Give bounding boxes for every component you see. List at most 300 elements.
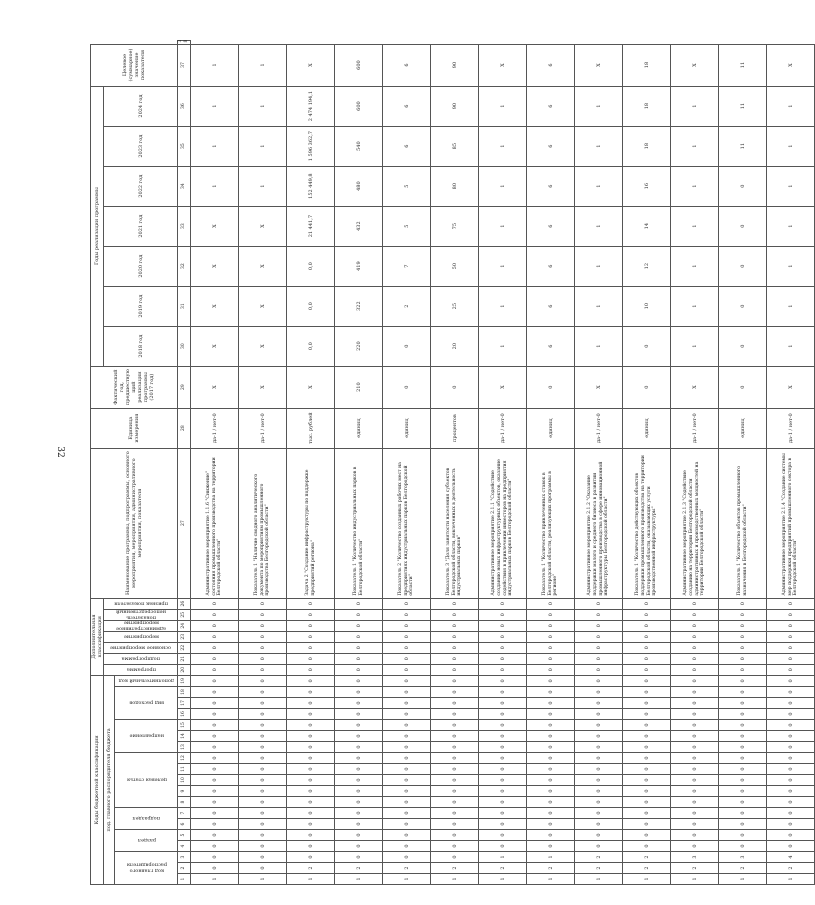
add-class-col-header: программа	[104, 664, 178, 675]
code-cell: 0	[383, 698, 431, 709]
code-cell: 0	[191, 742, 239, 753]
code-cell: 0	[719, 775, 767, 786]
code-cell: 0	[527, 819, 575, 830]
indicator-name: Показатель 1 "Количество объектов промышленного назначения в Белгородской области"	[719, 448, 767, 598]
code-cell: 0	[671, 709, 719, 720]
code-cell: 0	[287, 753, 335, 764]
code-cell: 0	[671, 620, 719, 631]
name-column-header: Наименование программы, подпрограммы, основного мероприятия, мероприятия, административного мероприятия, показателя	[91, 448, 178, 598]
code-cell: 2	[383, 863, 431, 874]
column-number: 30	[178, 326, 191, 366]
column-number: 20	[178, 664, 191, 675]
code-cell: 0	[671, 664, 719, 675]
code-cell: 0	[287, 609, 335, 620]
code-cell: 0	[575, 731, 623, 742]
code-cell: 0	[623, 609, 671, 620]
code-cell: 0	[479, 675, 527, 686]
code-cell: 3	[671, 852, 719, 863]
final-value: X	[671, 44, 719, 86]
code-cell: 0	[335, 764, 383, 775]
base-year-value: 0	[719, 366, 767, 408]
code-cell: 0	[623, 620, 671, 631]
base-year-value: X	[671, 366, 719, 408]
code-cell: 0	[623, 797, 671, 808]
code-cell: 0	[527, 609, 575, 620]
year-value: 6	[527, 206, 575, 246]
code-cell: 0	[479, 819, 527, 830]
code-cell: 0	[239, 819, 287, 830]
year-value: 12	[623, 246, 671, 286]
code-cell: 0	[767, 720, 815, 731]
code-cell: 0	[623, 786, 671, 797]
code-cell: 0	[239, 731, 287, 742]
code-cell: 0	[575, 709, 623, 720]
add-class-col-header: показатель непосредственный	[104, 609, 178, 620]
code-cell: 0	[623, 664, 671, 675]
code-cell: 0	[335, 675, 383, 686]
code-cell: 0	[383, 653, 431, 664]
unit-cell: да-1 / нет-0	[671, 408, 719, 448]
code-cell: 0	[383, 731, 431, 742]
year-value: 1	[479, 166, 527, 206]
code-cell: 0	[335, 841, 383, 852]
code-cell: 0	[575, 764, 623, 775]
code-cell: 0	[479, 653, 527, 664]
column-number: 15	[178, 720, 191, 731]
year-value: 14	[623, 206, 671, 246]
code-cell: 0	[335, 598, 383, 609]
code-cell: 0	[335, 631, 383, 642]
base-year-value: 0	[383, 366, 431, 408]
base-year-value: X	[191, 366, 239, 408]
year-value: 1	[479, 246, 527, 286]
final-value: 6	[527, 44, 575, 86]
table-row	[479, 41, 527, 885]
column-number: 27	[178, 448, 191, 598]
year-value: 85	[431, 126, 479, 166]
add-class-col-header: административное мероприятие	[104, 620, 178, 631]
code-cell: 4	[767, 852, 815, 863]
final-value: 90	[431, 44, 479, 86]
code-cell: 1	[479, 874, 527, 885]
year-value: 50	[431, 246, 479, 286]
code-cell: 0	[527, 698, 575, 709]
year-value: 5	[383, 206, 431, 246]
code-cell: 0	[431, 620, 479, 631]
table-row	[335, 41, 383, 885]
code-cell: 0	[527, 642, 575, 653]
code-cell: 0	[767, 742, 815, 753]
code-cell: 0	[767, 775, 815, 786]
code-cell: 0	[671, 786, 719, 797]
code-col-header: целевая статья	[115, 753, 178, 808]
code-cell: 0	[191, 642, 239, 653]
indicator-name: Административное мероприятие 2.1.3 "Содействие созданию на территории Белгородской области административных и производственных мощностей на территории Белгородской области"	[671, 448, 719, 598]
code-cell: 0	[479, 664, 527, 675]
code-cell: 0	[575, 620, 623, 631]
year-value: 11	[719, 86, 767, 126]
base-year-value: X	[479, 366, 527, 408]
column-number: 1	[178, 874, 191, 885]
code-cell: 0	[431, 753, 479, 764]
year-value: 0	[719, 166, 767, 206]
code-cell: 0	[527, 675, 575, 686]
code-cell: 0	[239, 764, 287, 775]
code-cell: 0	[623, 764, 671, 775]
code-cell: 0	[287, 642, 335, 653]
year-value: 0,0	[287, 326, 335, 366]
indicator-name: Административное мероприятие 2.1.2 "Оказание поддержки малого и среднего бизнеса в развитии промышленного производства в сфере инновационной инфраструктуры Белгородской области"	[575, 448, 623, 598]
code-cell: 2	[287, 863, 335, 874]
column-number: 14	[178, 731, 191, 742]
code-cell: 0	[719, 753, 767, 764]
code-cell: 0	[239, 863, 287, 874]
code-cell: 0	[191, 819, 239, 830]
code-cell: 0	[719, 841, 767, 852]
code-cell: 0	[623, 731, 671, 742]
column-number: 34	[178, 166, 191, 206]
code-col-header: раздел	[115, 830, 178, 852]
year-value: 1	[479, 326, 527, 366]
column-number: 17	[178, 698, 191, 709]
code-cell: 2	[479, 863, 527, 874]
table-row	[719, 41, 767, 885]
code-cell: 0	[527, 753, 575, 764]
final-value: 600	[335, 44, 383, 86]
year-value: X	[239, 206, 287, 246]
table-row	[527, 41, 575, 885]
year-value: 432	[335, 206, 383, 246]
year-value: 1	[239, 86, 287, 126]
code-cell: 0	[335, 642, 383, 653]
column-number: 23	[178, 631, 191, 642]
year-value: 1	[575, 86, 623, 126]
code-cell: 1	[767, 874, 815, 885]
code-cell: 0	[431, 687, 479, 698]
code-cell: 0	[527, 830, 575, 841]
code-cell: 0	[527, 742, 575, 753]
year-value: 1	[671, 206, 719, 246]
unit-cell: единиц	[719, 408, 767, 448]
year-value: 0,0	[287, 286, 335, 326]
code-cell: 0	[767, 675, 815, 686]
column-number: 35	[178, 126, 191, 166]
code-cell: 0	[719, 720, 767, 731]
add-class-col-header: основное мероприятие	[104, 642, 178, 653]
code-cell: 0	[527, 687, 575, 698]
code-cell: 0	[767, 841, 815, 852]
code-cell: 0	[239, 775, 287, 786]
code-cell: 0	[575, 631, 623, 642]
year-value: 0,0	[287, 246, 335, 286]
year-value: 1	[671, 246, 719, 286]
unit-cell: единиц	[335, 408, 383, 448]
add-class-col-header: подпрограмма	[104, 653, 178, 664]
column-number: 8	[178, 797, 191, 808]
unit-cell: да-1 / нет-0	[191, 408, 239, 448]
final-value: X	[575, 44, 623, 86]
code-cell: 0	[191, 687, 239, 698]
code-cell: 0	[719, 631, 767, 642]
code-cell: 0	[767, 620, 815, 631]
column-number: 38	[178, 39, 189, 43]
code-cell: 1	[431, 874, 479, 885]
base-year-column-header: Фактический год, предшествующий реализации программы (2017 год)	[91, 366, 178, 408]
code-cell: 0	[671, 742, 719, 753]
code-cell: 0	[479, 775, 527, 786]
column-number: 3	[178, 852, 191, 863]
code-cell: 2	[767, 863, 815, 874]
code-cell: 0	[767, 609, 815, 620]
code-cell: 0	[287, 675, 335, 686]
year-value: 152 449,8	[287, 166, 335, 206]
code-cell: 0	[239, 720, 287, 731]
column-number: 32	[178, 246, 191, 286]
year-value: 1	[671, 286, 719, 326]
code-cell: 0	[479, 631, 527, 642]
column-number: 29	[178, 366, 191, 408]
code-cell: 0	[671, 631, 719, 642]
final-value: 6	[383, 44, 431, 86]
code-cell: 0	[719, 786, 767, 797]
code-cell: 0	[335, 709, 383, 720]
column-number: 16	[178, 709, 191, 720]
unit-cell: процентов	[431, 408, 479, 448]
code-cell: 0	[383, 797, 431, 808]
code-cell: 0	[719, 620, 767, 631]
year-value: 1 596 362,7	[287, 126, 335, 166]
year-value: 1	[671, 86, 719, 126]
code-cell: 0	[191, 775, 239, 786]
code-cell: 0	[431, 609, 479, 620]
year-value: 0	[623, 326, 671, 366]
indicator-name: Показатель 1 "Количество индустриальных парков в Белгородской области"	[335, 448, 383, 598]
code-cell: 0	[335, 742, 383, 753]
unit-cell: да-1 / нет-0	[239, 408, 287, 448]
code-cell: 0	[287, 698, 335, 709]
final-value: X	[767, 44, 815, 86]
add-class-col-header: мероприятие	[104, 631, 178, 642]
code-cell: 0	[287, 819, 335, 830]
code-cell: 0	[431, 598, 479, 609]
code-cell: 1	[479, 852, 527, 863]
code-cell: 0	[575, 653, 623, 664]
code-cell: 0	[527, 664, 575, 675]
table-row	[239, 41, 287, 885]
year-value: 1	[767, 326, 815, 366]
budget-codes-subheader: под. главного распорядителя бюджета	[104, 675, 115, 884]
code-cell: 0	[287, 598, 335, 609]
code-cell: 0	[191, 620, 239, 631]
year-value: 480	[335, 166, 383, 206]
code-cell: 0	[239, 786, 287, 797]
code-cell: 2	[575, 852, 623, 863]
code-cell: 0	[623, 808, 671, 819]
code-cell: 0	[719, 797, 767, 808]
code-cell: 0	[719, 653, 767, 664]
column-number: 9	[178, 786, 191, 797]
code-cell: 0	[479, 698, 527, 709]
indicator-name: Показатель 1 "Наличие сводного аналитического документа по мероприятиям промышленного производства Белгородской области"	[239, 448, 287, 598]
year-value: 1	[239, 126, 287, 166]
code-cell: 0	[431, 709, 479, 720]
indicator-name: Задача 2 "Создание инфраструктуры по поддержке предприятий региона"	[287, 448, 335, 598]
code-cell: 0	[479, 720, 527, 731]
year-value: 6	[383, 86, 431, 126]
year-value: 1	[767, 286, 815, 326]
table-row	[431, 41, 479, 885]
code-cell: 0	[191, 698, 239, 709]
code-cell: 0	[623, 720, 671, 731]
code-cell: 0	[191, 808, 239, 819]
year-value: 600	[335, 86, 383, 126]
code-cell: 1	[623, 874, 671, 885]
year-value: 1	[575, 286, 623, 326]
code-cell: 0	[623, 653, 671, 664]
code-cell: 0	[191, 797, 239, 808]
code-cell: 0	[383, 720, 431, 731]
code-cell: 0	[575, 742, 623, 753]
code-cell: 0	[287, 709, 335, 720]
code-cell: 0	[431, 742, 479, 753]
year-value: 1	[671, 126, 719, 166]
code-cell: 0	[287, 852, 335, 863]
code-cell: 0	[767, 631, 815, 642]
unit-cell: да-1 / нет-0	[479, 408, 527, 448]
year-value: 1	[191, 126, 239, 166]
unit-cell: единиц	[527, 408, 575, 448]
code-cell: 0	[383, 598, 431, 609]
code-cell: 0	[287, 720, 335, 731]
code-cell: 0	[191, 609, 239, 620]
code-cell: 0	[623, 598, 671, 609]
column-number: 7	[178, 808, 191, 819]
table-row	[383, 41, 431, 885]
code-cell: 0	[335, 687, 383, 698]
code-cell: 0	[527, 808, 575, 819]
unit-column-header: Единица измерения	[91, 408, 178, 448]
code-cell: 0	[479, 709, 527, 720]
code-cell: 0	[719, 808, 767, 819]
code-cell: 0	[191, 675, 239, 686]
column-number: 31	[178, 286, 191, 326]
code-cell: 0	[719, 642, 767, 653]
code-cell: 0	[671, 830, 719, 841]
final-value: 18	[623, 44, 671, 86]
code-cell: 0	[767, 797, 815, 808]
code-cell: 0	[575, 841, 623, 852]
year-value: 1	[575, 126, 623, 166]
year-value: 1	[191, 86, 239, 126]
code-cell: 0	[239, 709, 287, 720]
code-cell: 0	[287, 841, 335, 852]
code-cell: 0	[575, 753, 623, 764]
code-cell: 0	[191, 731, 239, 742]
code-cell: 0	[479, 598, 527, 609]
code-cell: 0	[671, 609, 719, 620]
code-cell: 1	[527, 874, 575, 885]
code-cell: 0	[719, 709, 767, 720]
column-number: 11	[178, 764, 191, 775]
indicator-name: Показатель 3 "Доля занятости населения субъектов Белгородской области, вовлеченных в деятельность индустриальных парков"	[431, 448, 479, 598]
year-value: 1	[479, 286, 527, 326]
code-cell: 0	[191, 830, 239, 841]
code-cell: 0	[239, 642, 287, 653]
code-cell: 0	[287, 786, 335, 797]
code-cell: 0	[623, 687, 671, 698]
year-value: 21 441,7	[287, 206, 335, 246]
code-cell: 0	[431, 852, 479, 863]
column-number: 37	[178, 44, 191, 86]
base-year-value: X	[287, 366, 335, 408]
code-cell: 0	[479, 830, 527, 841]
code-cell: 0	[719, 742, 767, 753]
column-number: 36	[178, 86, 191, 126]
code-cell: 0	[575, 609, 623, 620]
code-col-header: код главного распорядителя	[115, 852, 178, 885]
year-value: 1	[191, 166, 239, 206]
column-number: 33	[178, 206, 191, 246]
table-row	[287, 41, 335, 885]
column-number: 24	[178, 620, 191, 631]
year-value: 2 474 194,1	[287, 86, 335, 126]
year-column-header: 2021 год	[104, 206, 178, 246]
code-cell: 0	[479, 620, 527, 631]
code-cell: 0	[479, 808, 527, 819]
code-cell: 0	[527, 786, 575, 797]
code-cell: 0	[383, 775, 431, 786]
year-value: 1	[479, 126, 527, 166]
code-cell: 0	[479, 642, 527, 653]
code-cell: 0	[335, 664, 383, 675]
year-value: 6	[527, 166, 575, 206]
final-value-column-header: Целевое (суммарное) значение показателя	[91, 44, 178, 86]
code-cell: 0	[383, 764, 431, 775]
year-value: 1	[575, 326, 623, 366]
code-cell: 0	[335, 698, 383, 709]
code-cell: 0	[383, 830, 431, 841]
program-indicators-table	[90, 40, 815, 885]
base-year-value: X	[575, 366, 623, 408]
code-cell: 0	[671, 764, 719, 775]
year-value: 1	[479, 86, 527, 126]
year-value: 18	[623, 86, 671, 126]
code-cell: 0	[623, 642, 671, 653]
code-cell: 1	[335, 874, 383, 885]
year-value: 6	[527, 326, 575, 366]
table-row	[767, 41, 815, 885]
base-year-value: X	[767, 366, 815, 408]
code-cell: 0	[287, 687, 335, 698]
column-number: 21	[178, 653, 191, 664]
year-value: 6	[383, 126, 431, 166]
code-cell: 0	[623, 830, 671, 841]
year-value: 1	[575, 206, 623, 246]
year-value: 1	[239, 166, 287, 206]
code-cell: 0	[719, 609, 767, 620]
code-cell: 0	[671, 841, 719, 852]
code-cell: 0	[767, 830, 815, 841]
code-cell: 0	[527, 731, 575, 742]
code-cell: 0	[431, 731, 479, 742]
code-cell: 0	[575, 720, 623, 731]
year-column-header: 2022 год	[104, 166, 178, 206]
base-year-value: 210	[335, 366, 383, 408]
code-cell: 0	[431, 675, 479, 686]
add-class-col-header: признак показателя	[104, 598, 178, 609]
column-number: 18	[178, 687, 191, 698]
final-value: X	[287, 44, 335, 86]
